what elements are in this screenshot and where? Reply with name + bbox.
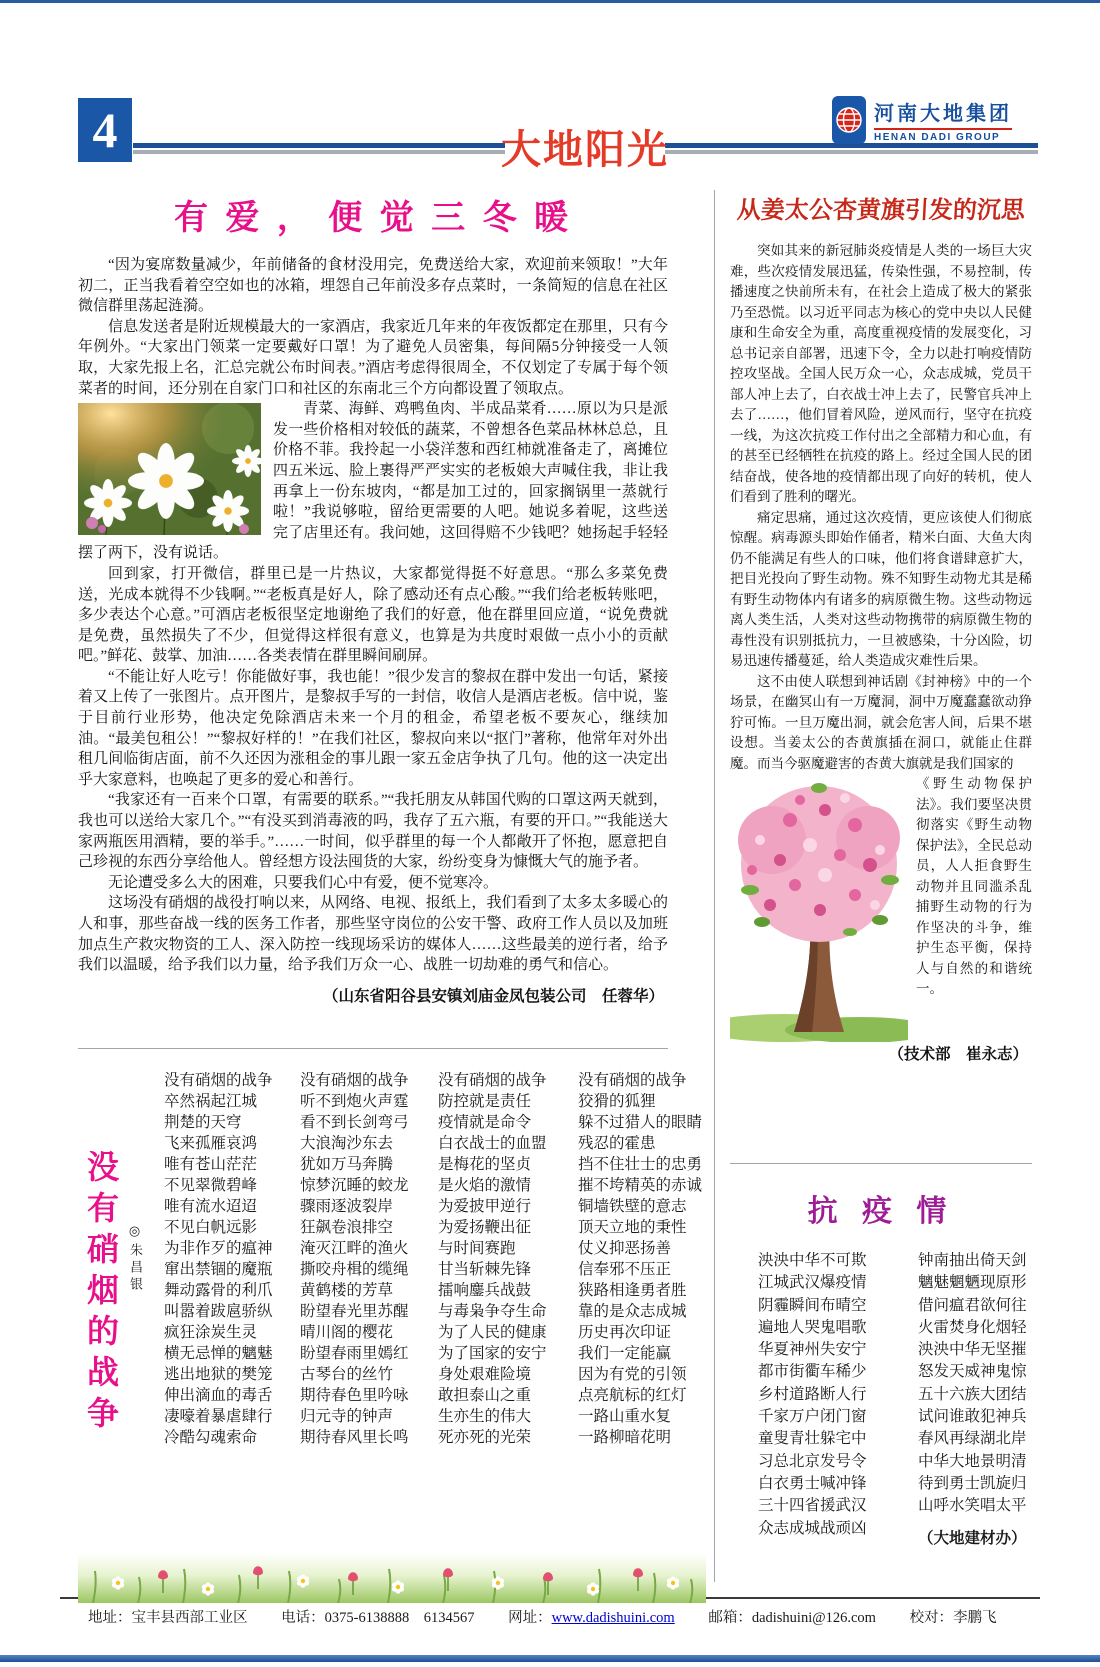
war-poem-column: [578, 1070, 712, 1448]
epidemic-poem-attribution: （大地建材办）: [918, 1529, 1027, 1547]
poem-line: 五十六族大团结: [918, 1385, 1027, 1403]
poem-line: 阴霾瞬间布晴空: [758, 1296, 867, 1314]
poem-line: 点亮航标的红灯: [578, 1387, 687, 1404]
right-article-body: [730, 241, 1032, 1064]
globe-icon: [832, 96, 866, 144]
left-article: [78, 190, 668, 1006]
logo-text: [874, 97, 1012, 143]
poem-line: 盼望春雨里嫣红: [300, 1345, 409, 1362]
paragraph: 无论遭受多么大的困难，只要我们心中有爱，便不觉寒冷。: [108, 874, 499, 891]
poem-line: 不见白帆远影: [164, 1219, 258, 1236]
poem-line: 没有硝烟的战争: [300, 1072, 409, 1089]
right-section-divider: [730, 1163, 1032, 1164]
poem-line: 骤雨逐波裂岸: [300, 1198, 394, 1215]
poem-line: 身处艰难险境: [438, 1366, 532, 1383]
poem-line: 乡村道路断人行: [758, 1385, 867, 1403]
left-article-title: 有 爱 ， 便 觉 三 冬 暖: [173, 199, 573, 237]
poem-line: 中华大地景明清: [918, 1452, 1027, 1470]
war-poem-title: 没有硝烟的战争: [83, 1150, 119, 1437]
poem-line: 疫情就是命令: [438, 1114, 532, 1131]
column-divider: [714, 190, 715, 1582]
paragraph: 痛定思痛，通过这次疫情，更应该使人们彻底惊醒。病毒源头即始作俑者，精米白面、大鱼大肉仍不能满足有些人的口味，他们将食谱肆意扩大，把目光投向了野生动物。殊不知野生动物尤其是稀有野生动物体内有诸多的病原微生物。这些动物远离人类生活，人类对这些动物携带的病原微生物的毒性没有识别抵抗力，一旦被感染，十分凶险，切易迅速传播蔓延，给人类造成灾难性后果。: [730, 509, 1032, 668]
poem-line: 待到勇士凯旋归: [918, 1474, 1027, 1492]
poem-line: 没有硝烟的战争: [164, 1072, 273, 1089]
poem-line: 盼望春光里苏醒: [300, 1303, 409, 1320]
poem-line: 一路山重水复: [578, 1408, 672, 1425]
poem-line: 三十四省援武汉: [758, 1497, 867, 1515]
poem-line: 顶天立地的秉性: [578, 1219, 687, 1236]
wrapped-paragraph: 《野生动物保护法》。我们要坚决贯彻落实《野生动物保护法》，全民总动员，人人拒食野生动物并且同滥杀乱捕野生动物的行为作坚决的斗争，维护生态平衡，保持人与自然的和谐统一。: [916, 776, 1032, 996]
footer-website: [508, 1610, 678, 1626]
poem-line: 黄鹤楼的芳草: [300, 1282, 394, 1299]
poem-line: 逃出地狱的樊笼: [164, 1366, 273, 1383]
poem-line: 都市街衢车稀少: [758, 1363, 867, 1381]
paragraph: “我家还有一百来个口罩，有需要的联系。”“我托朋友从韩国代购的口罩这两天就到，我也可以送给大家几个。”“有没买到消毒液的吗，我存了五六瓶，有要的开口。”“我能送大家两瓶医用酒精，要的举手。”……一时间，似乎群里的每一个人都敞开了怀抱，愿意把自己珍视的东西分享给他人。曾经想方设法囤货的大家，纷纷变身为慷慨大气的施予者。: [78, 792, 668, 871]
poem-line: 狭路相逢勇者胜: [578, 1282, 687, 1299]
cosmos-flowers-photo: [78, 403, 261, 535]
poem-line: 是梅花的坚贞: [438, 1156, 532, 1173]
page-bottom-rule: [0, 1655, 1100, 1662]
paragraph: 回到家，打开微信，群里已是一片热议，大家都觉得挺不好意思。“那么多菜免费送，光成本就得不少钱啊。”“老板真是好人，除了感动还有点心酸。”“我们给老板转账吧，多少表达个心意。”可酒店老板很坚定地谢绝了我们的好意，他在群里回应道，“说免费就是免费，虽然损失了不少，但觉得这样很有意义，也算是为共度时艰做一点小小的贡献吧。”鲜花、鼓掌、加油……各类表情在群里瞬间刷屏。: [78, 565, 668, 665]
paragraph: 青菜、海鲜、鸡鸭鱼肉、半成品菜肴……原以为只是派发一些价格相对较低的蔬菜，不曾想各色菜品林林总总，且价格不菲。我拎起一小袋洋葱和西红柿就准备走了，离摊位四五米远、脸上裹得严严实实的老板娘大声喊住我，非让我再拿上一份东坡肉，“都是加工过的，回家搁锅里一蒸就行啦！”我说够啦，留给更需要的人吧。她说多着呢，这些送完了店里还有。我问她，这回得赔不少钱吧？她扬起手轻轻摆了两下，没有说话。: [78, 401, 668, 562]
poem-line: 看不到长剑弯弓: [300, 1114, 409, 1131]
poem-line: 为非作歹的瘟神: [164, 1240, 273, 1257]
poem-line: 信奉邪不压正: [578, 1261, 672, 1278]
footer-email: 邮箱：dadishuini@126.com: [708, 1610, 876, 1626]
poem-line: 白衣战士的血盟: [438, 1135, 547, 1152]
right-article-attribution: （技术部 崔永志）: [888, 1046, 1028, 1063]
poem-line: 唯有流水迢迢: [164, 1198, 258, 1215]
poem-line: 钟南抽出倚天剑: [918, 1252, 1027, 1269]
poem-line: 凄嚎着暴虐肆行: [164, 1408, 273, 1425]
war-poem-column: [300, 1070, 434, 1448]
left-section-divider: [78, 1048, 668, 1049]
poem-line: 众志成城战顽凶: [758, 1519, 867, 1537]
epidemic-poem-title: 抗 疫 情: [807, 1195, 955, 1228]
logo-divider: [874, 128, 1012, 130]
poem-line: 没有硝烟的战争: [438, 1072, 547, 1089]
poem-line: 荆楚的天穹: [164, 1114, 242, 1131]
poem-line: 防控就是责任: [438, 1093, 532, 1110]
poem-line: 泱泱中华不可欺: [758, 1252, 867, 1269]
epidemic-poem-columns: [730, 1250, 1032, 1550]
poem-line: 摧不垮精英的赤诚: [578, 1177, 703, 1194]
paragraph: 这场没有硝烟的战役打响以来，从网络、电视、报纸上，我们看到了太多太多暖心的人和事，那些奋战一线的医务工作者，那些坚守岗位的公安干警、政府工作人员以及加班加点生产救灾物资的工人、深入防控一线现场采访的媒体人……这些最美的逆行者，给予我们以温暖，给予我们以力量，给予我们万众一心、战胜一切劫难的勇气和信心。: [78, 895, 668, 974]
epidemic-poem-column: [918, 1250, 1027, 1550]
poem-line: 历史再次印证: [578, 1324, 672, 1341]
footer-phone: 电话：0375-6138888 6134567: [281, 1610, 475, 1626]
poem-line: 擂响鏖兵战鼓: [438, 1282, 532, 1299]
poem-line: 我们一定能赢: [578, 1345, 672, 1362]
poem-line: 撕咬舟楫的缆绳: [300, 1261, 409, 1278]
left-article-body: [78, 255, 668, 1006]
poem-line: 冷酷勾魂索命: [164, 1429, 258, 1446]
paragraph: 突如其来的新冠肺炎疫情是人类的一场巨大灾难，些次疫情发展迅猛，传染性强，不易控制，传播速度之快前所未有，在社会上造成了极大的紧张乃至恐慌。以习近平同志为核心的党中央以人民健康和生命安全为重，高度重视疫情的发展变化，习总书记亲自部署，迅速下令，全力以赴打响疫情防控攻坚战。全国人民万众一心，众志成城，党员干部人冲上去了，白衣战士冲上去了，民警官兵冲上去了……，他们冒着风险，逆风而行，坚守在抗疫一线，为这次抗疫工作付出之全部精力和心血，有的甚至已经牺牲在抗疫的路上。经过全国人民的团结奋战，使各地的疫情都出现了向好的转机，使人们看到了胜利的曙光。: [730, 243, 1032, 504]
right-article: [730, 190, 1032, 1064]
poem-line: 犹如万马奔腾: [300, 1156, 394, 1173]
poem-line: 借问瘟君欲何往: [918, 1296, 1027, 1314]
war-poem-section: [78, 1062, 703, 1562]
poem-line: 挡不住壮士的忠勇: [578, 1156, 703, 1173]
epidemic-poem-section: [730, 1186, 1032, 1550]
poem-line: 白衣勇士喊冲锋: [758, 1474, 867, 1492]
paragraph: “不能让好人吃亏！你能做好事，我也能！”很少发言的黎叔在群中发出一句话，紧接着又上传了一张图片。点开图片，是黎叔手写的一封信，收信人是酒店老板。信中说，鉴于目前行业形势，他决定免除酒店未来一个月的租金，希望老板不要灰心，继续加油。“最美包租公！”“黎叔好样的！”在我们社区，黎叔向来以“抠门”著称，他常年对外出租几间临街店面，前不久还因为涨租金的事儿跟一家五金店争执了几句。他的这一决定出乎大家意料，也唤起了更多的爱心和善行。: [78, 668, 668, 788]
logo-name-en: HENAN DADI GROUP: [874, 132, 1001, 143]
poem-line: 为了人民的健康: [438, 1324, 547, 1341]
website-link[interactable]: www.dadishuini.com: [551, 1610, 675, 1626]
poem-line: 千家万户闭门窗: [758, 1408, 867, 1426]
poem-line: 为爱扬鞭出征: [438, 1219, 532, 1236]
war-poem-author: ◎朱昌银: [128, 1224, 143, 1294]
poem-line: 童叟青壮躲宅中: [758, 1430, 867, 1448]
war-poem-column: [438, 1070, 572, 1448]
poem-line: 躲不过猎人的眼睛: [578, 1114, 703, 1131]
poem-line: 晴川阁的樱花: [300, 1324, 394, 1341]
company-logo: [832, 96, 1012, 144]
poem-line: 归元寺的钟声: [300, 1408, 394, 1425]
poem-line: 春风再绿湖北岸: [918, 1430, 1027, 1448]
poem-line: 仗义抑恶扬善: [578, 1240, 672, 1257]
poem-line: 飞来孤雁哀鸿: [164, 1135, 258, 1152]
poem-line: 因为有党的引领: [578, 1366, 687, 1383]
poem-line: 为爱披甲逆行: [438, 1198, 532, 1215]
poem-line: 横无忌惮的魑魅: [164, 1345, 273, 1362]
footer-website-label: 网址：: [508, 1610, 552, 1626]
war-poem-column: [164, 1070, 298, 1448]
poem-line: 疯狂涂炭生灵: [164, 1324, 258, 1341]
right-article-title: 从姜太公杏黄旗引发的沉思: [736, 197, 1026, 224]
poem-line: 狡猾的狐狸: [578, 1093, 656, 1110]
tree-wrap-block: [730, 774, 1032, 1000]
grass-flowers-image: [78, 1553, 706, 1603]
masthead-title: 大地阳光: [501, 128, 669, 172]
poem-line: 期待春色里吟咏: [300, 1387, 409, 1404]
poem-line: 古琴台的丝竹: [300, 1366, 394, 1383]
poem-line: 舞动露骨的利爪: [164, 1282, 273, 1299]
poem-line: 大浪淘沙东去: [300, 1135, 394, 1152]
footer-proofreader: 校对：李鹏飞: [909, 1610, 997, 1626]
epidemic-poem-column: [758, 1250, 888, 1550]
masthead-rule-right: [665, 143, 1038, 154]
poem-line: 为了国家的安宁: [438, 1345, 547, 1362]
poem-line: 卒然祸起江城: [164, 1093, 258, 1110]
poem-line: 没有硝烟的战争: [578, 1072, 687, 1089]
poem-line: 不见翠微碧峰: [164, 1177, 258, 1194]
paragraph: “因为宴席数量减少，年前储备的食材没用完，免费送给大家，欢迎前来领取！”大年初二，正当我看着空空如也的冰箱，埋怨自己年前没多存点菜时，一条简短的信息在社区微信群里荡起涟漪。: [78, 257, 668, 315]
poem-line: 靠的是众志成城: [578, 1303, 687, 1320]
paragraph: 信息发送者是附近规模最大的一家酒店，我家近几年来的年夜饭都定在那里，只有今年例外。“大家出门领菜一定要戴好口罩！为了避免人员密集，每间隔5分钟接受一人领取，大家先报上名，汇总完就公布时间表。”酒店考虑得很周全，不仅划定了专属于每个领菜者的时间，还分别在自家门口和社区的东南北三个方向都设置了领取点。: [78, 318, 668, 397]
poem-line: 是火焰的激情: [438, 1177, 532, 1194]
poem-line: 习总北京发号令: [758, 1452, 867, 1470]
poem-line: 狂飙卷浪排空: [300, 1219, 394, 1236]
poem-line: 与毒枭争夺生命: [438, 1303, 547, 1320]
poem-line: 华夏神州失安宁: [758, 1341, 867, 1359]
poem-line: 听不到炮火声霆: [300, 1093, 409, 1110]
poem-line: 唯有苍山茫茫: [164, 1156, 258, 1173]
poem-line: 试问谁敢犯神兵: [918, 1408, 1027, 1426]
poem-line: 魑魅魍魉现原形: [918, 1274, 1027, 1292]
poem-line: 惊梦沉睡的蛟龙: [300, 1177, 409, 1194]
poem-line: 死亦死的光荣: [438, 1429, 532, 1446]
poem-line: 甘当斩棘先锋: [438, 1261, 532, 1278]
poem-line: 一路柳暗花明: [578, 1429, 672, 1446]
poem-line: 叫嚣着跋扈骄纵: [164, 1303, 273, 1320]
logo-name-cn: 河南大地集团: [874, 103, 1012, 125]
poem-line: 敢担泰山之重: [438, 1387, 532, 1404]
poem-line: 遍地人哭鬼唱歌: [758, 1318, 867, 1336]
poem-line: 伸出滴血的毒舌: [164, 1387, 273, 1404]
poem-line: 期待春风里长鸣: [300, 1429, 409, 1446]
poem-line: 与时间赛跑: [438, 1240, 516, 1257]
poem-line: 火雷焚身化烟轻: [918, 1318, 1027, 1336]
poem-line: 淹灭江畔的渔火: [300, 1240, 409, 1257]
page-number: 4: [78, 98, 132, 162]
poem-line: 窜出禁锢的魔瓶: [164, 1261, 273, 1278]
footer: [88, 1606, 1068, 1627]
masthead-rule-left: [133, 143, 505, 154]
page-top-rule: [0, 0, 1100, 3]
poem-line: 山呼水笑唱太平: [918, 1497, 1027, 1515]
poem-line: 铜墙铁壁的意志: [578, 1198, 687, 1215]
poem-line: 生亦生的伟大: [438, 1408, 532, 1425]
left-article-attribution: （山东省阳谷县安镇刘庙金凤包装公司 任蓉华）: [322, 987, 664, 1005]
poem-line: 怒发天威神鬼惊: [918, 1363, 1027, 1381]
footer-address: 地址：宝丰县西部工业区: [88, 1610, 248, 1626]
poem-line: 江城武汉爆疫情: [758, 1274, 867, 1292]
poem-line: 残忍的霍患: [578, 1135, 656, 1152]
paragraph: 这不由使人联想到神话剧《封神榜》中的一个场景，在幽冥山有一万魔洞，洞中万魔蠢蠢欲动狰狞可怖。一旦万魔出洞，就会危害人间，后果不堪设想。当姜太公的杏黄旗插在洞口，就能止住群魔。而当今驱魔避害的杏黄大旗就是我们国家的: [730, 673, 1032, 771]
blossom-tree-image: [730, 780, 908, 1042]
poem-line: 泱泱中华无坚摧: [918, 1341, 1027, 1359]
